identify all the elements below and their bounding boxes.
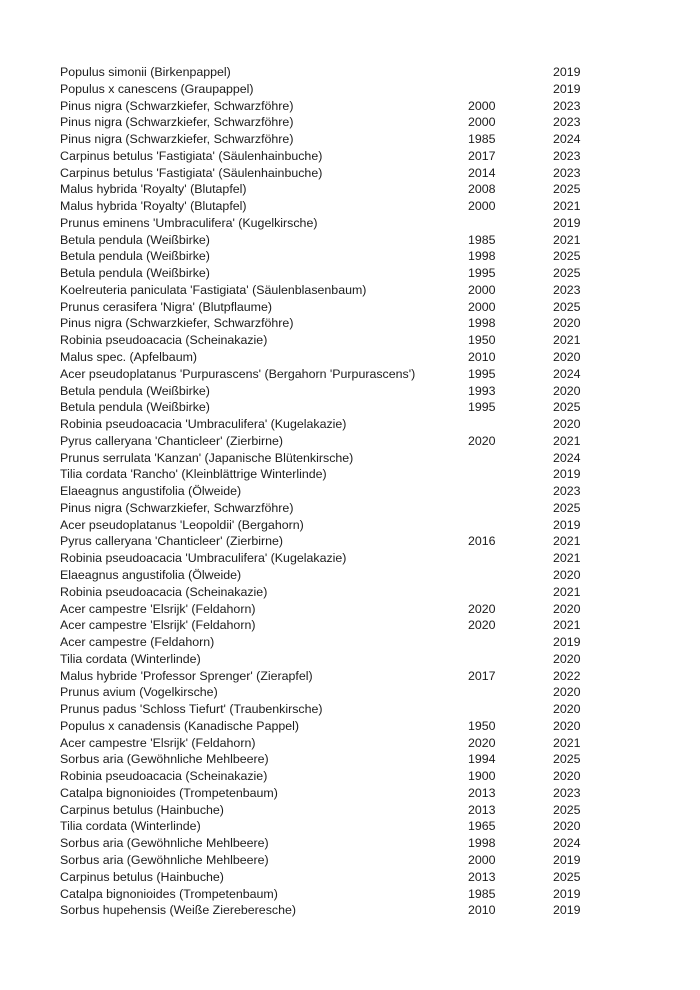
year-column-2: 2020 [553,383,581,398]
table-row [60,852,605,869]
year-column-1 [468,584,553,601]
table-row [60,902,605,919]
table-row [60,684,605,701]
tree-name: Prunus padus 'Schloss Tiefurt' (Traubenkirsche) [60,702,323,717]
table-row [60,802,605,819]
year-column-2: 2019 [553,215,581,230]
table-row [60,785,605,802]
table-row [60,299,605,316]
table-row [60,64,605,81]
year-column-1: 1995 [468,266,496,281]
tree-name: Robinia pseudoacacia (Scheinakazie) [60,333,268,348]
tree-name: Pinus nigra (Schwarzkiefer, Schwarzföhre) [60,98,294,113]
year-column-1: 2016 [468,534,496,549]
year-column-1 [468,466,553,483]
tree-name: Pyrus calleryana 'Chanticleer' (Zierbirne) [60,433,284,448]
table-row [60,81,605,98]
table-row [60,869,605,886]
year-column-1: 2000 [468,115,496,130]
year-column-1: 1993 [468,383,496,398]
year-column-1: 1985 [468,232,496,247]
year-column-1: 2000 [468,299,496,314]
year-column-1 [468,483,553,500]
year-column-2: 2021 [553,534,581,549]
tree-name: Acer campestre 'Elsrijk' (Feldahorn) [60,618,256,633]
tree-name: Malus hybride 'Professor Sprenger' (Zierapfel) [60,668,313,683]
table-row [60,181,605,198]
year-column-2: 2019 [553,635,581,650]
tree-name: Populus x canadensis (Kanadische Pappel) [60,718,300,733]
year-column-2: 2025 [553,869,581,884]
tree-name: Sorbus hupehensis (Weiße Ziereberesche) [60,903,296,918]
tree-name: Robinia pseudoacacia (Scheinakazie) [60,584,268,599]
year-column-1: 2008 [468,182,496,197]
table-row [60,651,605,668]
year-column-1: 2000 [468,98,496,113]
year-column-1: 1950 [468,333,496,348]
tree-name: Pinus nigra (Schwarzkiefer, Schwarzföhre) [60,500,294,515]
tree-name: Elaeagnus angustifolia (Ölweide) [60,567,242,582]
table-row [60,718,605,735]
year-column-1: 1998 [468,316,496,331]
tree-name: Acer campestre 'Elsrijk' (Feldahorn) [60,735,256,750]
tree-name: Robinia pseudoacacia 'Umbraculifera' (Kugelakazie) [60,417,347,432]
year-column-1: 2013 [468,802,496,817]
year-column-1: 2010 [468,903,496,918]
tree-name: Catalpa bignonioides (Trompetenbaum) [60,886,278,901]
table-row [60,131,605,148]
tree-name: Carpinus betulus (Hainbuche) [60,869,224,884]
table-row [60,98,605,115]
table-row [60,751,605,768]
tree-name: Betula pendula (Weißbirke) [60,266,210,281]
tree-name: Catalpa bignonioides (Trompetenbaum) [60,785,278,800]
year-column-1: 1995 [468,366,496,381]
tree-name: Tilia cordata (Winterlinde) [60,819,201,834]
year-column-1 [468,450,553,467]
year-column-1: 2000 [468,282,496,297]
year-column-1 [468,416,553,433]
year-column-1 [468,701,553,718]
year-column-2: 2019 [553,81,581,96]
tree-name: Populus simonii (Birkenpappel) [60,65,231,79]
year-column-2: 2020 [553,769,581,784]
tree-name: Betula pendula (Weißbirke) [60,232,210,247]
year-column-1: 2000 [468,852,496,867]
document-page [60,64,605,919]
year-column-2: 2023 [553,115,581,130]
tree-name: Robinia pseudoacacia 'Umbraculifera' (Kugelakazie) [60,551,347,566]
tree-name: Prunus serrulata 'Kanzan' (Japanische Blütenkirsche) [60,450,354,465]
table-row [60,634,605,651]
year-column-2: 2020 [553,601,581,616]
year-column-2: 2025 [553,249,581,264]
year-column-2: 2025 [553,500,581,515]
year-column-2: 2021 [553,433,581,448]
year-column-1 [468,81,553,98]
year-column-2: 2020 [553,567,581,582]
year-column-2: 2025 [553,299,581,314]
year-column-2: 2020 [553,819,581,834]
table-row [60,232,605,249]
tree-name: Koelreuteria paniculata 'Fastigiata' (Säulenblasenbaum) [60,282,367,297]
table-row [60,416,605,433]
tree-name: Prunus cerasifera 'Nigra' (Blutpflaume) [60,299,273,314]
year-column-2: 2020 [553,417,581,432]
tree-name: Sorbus aria (Gewöhnliche Mehlbeere) [60,752,269,767]
year-column-1: 1995 [468,400,496,415]
year-column-1: 2000 [468,199,496,214]
year-column-1: 2013 [468,785,496,800]
year-column-2: 2019 [553,467,581,482]
year-column-2: 2023 [553,148,581,163]
table-row [60,601,605,618]
year-column-1 [468,651,553,668]
year-column-2: 2020 [553,350,581,365]
table-row [60,265,605,282]
year-column-1: 1950 [468,718,496,733]
tree-name: Malus hybrida 'Royalty' (Blutapfel) [60,182,247,197]
tree-name: Acer campestre (Feldahorn) [60,635,215,650]
tree-name: Acer pseudoplatanus 'Leopoldii' (Bergahorn) [60,517,304,532]
table-row [60,500,605,517]
table-row [60,483,605,500]
year-column-2: 2021 [553,333,581,348]
year-column-1: 1998 [468,249,496,264]
table-row [60,383,605,400]
year-column-2: 2019 [553,852,581,867]
year-column-1 [468,550,553,567]
table-row [60,148,605,165]
year-column-2: 2024 [553,836,581,851]
year-column-2: 2021 [553,551,581,566]
tree-name: Pinus nigra (Schwarzkiefer, Schwarzföhre) [60,316,294,331]
year-column-2: 2019 [553,517,581,532]
year-column-2: 2023 [553,785,581,800]
table-row [60,248,605,265]
year-column-1: 2020 [468,433,496,448]
tree-name: Populus x canescens (Graupappel) [60,81,254,96]
table-row [60,215,605,232]
tree-name: Pinus nigra (Schwarzkiefer, Schwarzföhre) [60,132,294,147]
year-column-1: 2013 [468,869,496,884]
tree-name: Sorbus aria (Gewöhnliche Mehlbeere) [60,836,269,851]
tree-name: Acer campestre 'Elsrijk' (Feldahorn) [60,601,256,616]
year-column-2: 2024 [553,366,581,381]
tree-name: Pinus nigra (Schwarzkiefer, Schwarzföhre) [60,115,294,130]
year-column-1 [468,634,553,651]
year-column-1: 2020 [468,735,496,750]
tree-name: Elaeagnus angustifolia (Ölweide) [60,484,242,499]
table-row [60,517,605,534]
year-column-1: 2017 [468,668,496,683]
year-column-2: 2024 [553,450,581,465]
tree-name: Pyrus calleryana 'Chanticleer' (Zierbirne) [60,534,284,549]
year-column-1 [468,64,553,81]
table-row [60,466,605,483]
table-row [60,550,605,567]
table-row [60,886,605,903]
year-column-2: 2020 [553,702,581,717]
table-row [60,114,605,131]
tree-name: Sorbus aria (Gewöhnliche Mehlbeere) [60,852,269,867]
table-row [60,735,605,752]
year-column-2: 2021 [553,584,581,599]
tree-table [60,64,605,919]
tree-name: Malus spec. (Apfelbaum) [60,350,198,365]
year-column-2: 2020 [553,718,581,733]
tree-name: Betula pendula (Weißbirke) [60,400,210,415]
table-row [60,835,605,852]
tree-name: Prunus eminens 'Umbraculifera' (Kugelkirsche) [60,215,318,230]
year-column-2: 2019 [553,65,581,79]
table-row [60,567,605,584]
year-column-2: 2019 [553,886,581,901]
year-column-2: 2023 [553,282,581,297]
year-column-2: 2025 [553,182,581,197]
table-row [60,332,605,349]
table-row [60,533,605,550]
year-column-2: 2020 [553,651,581,666]
tree-name: Tilia cordata 'Rancho' (Kleinblättrige Winterlinde) [60,467,327,482]
table-row [60,349,605,366]
year-column-2: 2024 [553,132,581,147]
year-column-2: 2021 [553,199,581,214]
table-row [60,366,605,383]
year-column-1: 2020 [468,618,496,633]
year-column-2: 2025 [553,266,581,281]
year-column-1 [468,567,553,584]
table-row [60,450,605,467]
tree-name: Robinia pseudoacacia (Scheinakazie) [60,769,268,784]
tree-name: Acer pseudoplatanus 'Purpurascens' (Bergahorn 'Purpurascens') [60,366,416,381]
table-row [60,198,605,215]
year-column-2: 2021 [553,618,581,633]
table-row [60,668,605,685]
tree-name: Malus hybrida 'Royalty' (Blutapfel) [60,199,247,214]
year-column-1 [468,517,553,534]
table-row [60,617,605,634]
tree-name: Tilia cordata (Winterlinde) [60,651,201,666]
year-column-1 [468,215,553,232]
table-row [60,165,605,182]
table-row [60,584,605,601]
year-column-1: 2014 [468,165,496,180]
year-column-1: 2020 [468,601,496,616]
year-column-1: 1985 [468,132,496,147]
year-column-2: 2022 [553,668,581,683]
table-row [60,768,605,785]
table-row [60,818,605,835]
table-row [60,282,605,299]
tree-name: Carpinus betulus 'Fastigiata' (Säulenhainbuche) [60,165,323,180]
year-column-1: 1965 [468,819,496,834]
year-column-2: 2020 [553,316,581,331]
year-column-2: 2025 [553,752,581,767]
year-column-1 [468,500,553,517]
table-row [60,399,605,416]
year-column-2: 2021 [553,735,581,750]
year-column-1: 1994 [468,752,496,767]
tree-name: Betula pendula (Weißbirke) [60,383,210,398]
tree-name: Betula pendula (Weißbirke) [60,249,210,264]
table-row [60,433,605,450]
table-row [60,701,605,718]
year-column-2: 2023 [553,484,581,499]
year-column-1: 2017 [468,148,496,163]
year-column-1 [468,684,553,701]
year-column-1: 1998 [468,836,496,851]
year-column-2: 2021 [553,232,581,247]
tree-name: Carpinus betulus (Hainbuche) [60,802,224,817]
year-column-2: 2023 [553,98,581,113]
year-column-2: 2020 [553,685,581,700]
tree-name: Carpinus betulus 'Fastigiata' (Säulenhainbuche) [60,148,323,163]
year-column-2: 2019 [553,903,581,918]
year-column-2: 2025 [553,400,581,415]
tree-name: Prunus avium (Vogelkirsche) [60,685,218,700]
table-row [60,315,605,332]
year-column-2: 2025 [553,802,581,817]
year-column-1: 1900 [468,769,496,784]
year-column-1: 2010 [468,350,496,365]
year-column-2: 2023 [553,165,581,180]
year-column-1: 1985 [468,886,496,901]
